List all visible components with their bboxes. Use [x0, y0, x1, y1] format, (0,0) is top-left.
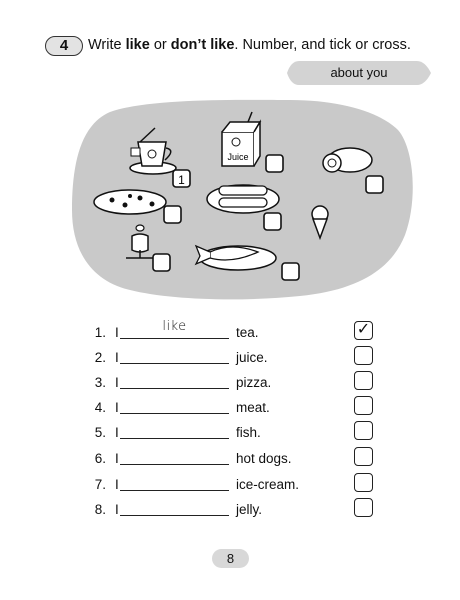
answer-blank[interactable] [120, 388, 229, 389]
sentence-row [0, 372, 460, 398]
tick-box[interactable] [354, 396, 373, 415]
sentence-row [0, 319, 460, 348]
answer-blank[interactable] [120, 438, 229, 439]
tick-box[interactable] [354, 498, 373, 517]
answer-blank[interactable] [120, 363, 229, 364]
answer-blank[interactable] [120, 464, 229, 465]
food-word: meat. [236, 400, 270, 415]
sentence-row [0, 499, 460, 525]
exercise-number: 4 [45, 36, 83, 56]
row-number: 5. [94, 425, 106, 440]
tick-box[interactable] [354, 473, 373, 492]
sentence-row [0, 448, 460, 474]
row-pronoun: I [115, 350, 119, 365]
sentence-row [0, 474, 460, 500]
food-word: jelly. [236, 502, 263, 517]
tick-box[interactable] [354, 346, 373, 365]
juice-carton-label: Juice [227, 152, 249, 162]
answer-text: like [162, 319, 187, 334]
answer-blank[interactable] [120, 490, 229, 491]
row-pronoun: I [115, 400, 119, 415]
row-pronoun: I [115, 451, 119, 466]
row-pronoun: I [115, 375, 119, 390]
instruction-text: Write like or don’t like. Number, and tick or cross. [88, 37, 411, 53]
answer-blank[interactable] [120, 515, 229, 516]
tea-box-number: 1 [178, 173, 185, 187]
row-pronoun: I [115, 477, 119, 492]
answer-blank[interactable] [120, 338, 229, 339]
food-word: pizza. [236, 375, 272, 390]
row-number: 1. [94, 325, 106, 340]
row-number: 2. [94, 350, 106, 365]
row-number: 7. [94, 477, 106, 492]
row-pronoun: I [115, 325, 119, 340]
row-number: 8. [94, 502, 106, 517]
tick-box[interactable] [354, 421, 373, 440]
sentence-row [0, 422, 460, 448]
row-number: 6. [94, 451, 106, 466]
row-number: 4. [94, 400, 106, 415]
tick-box[interactable] [354, 447, 373, 466]
sentence-row [0, 397, 460, 423]
food-word: juice. [236, 350, 268, 365]
tick-mark: ✓ [356, 321, 371, 338]
food-word: fish. [236, 425, 261, 440]
row-pronoun: I [115, 425, 119, 440]
row-pronoun: I [115, 502, 119, 517]
row-number: 3. [94, 375, 106, 390]
food-word: tea. [236, 325, 259, 340]
tick-box[interactable] [354, 371, 373, 390]
page-number: 8 [212, 549, 249, 568]
food-word: hot dogs. [236, 451, 292, 466]
answer-blank[interactable] [120, 413, 229, 414]
sentence-row [0, 347, 460, 373]
food-word: ice-cream. [236, 477, 300, 492]
about-you-label: about you [330, 65, 388, 80]
